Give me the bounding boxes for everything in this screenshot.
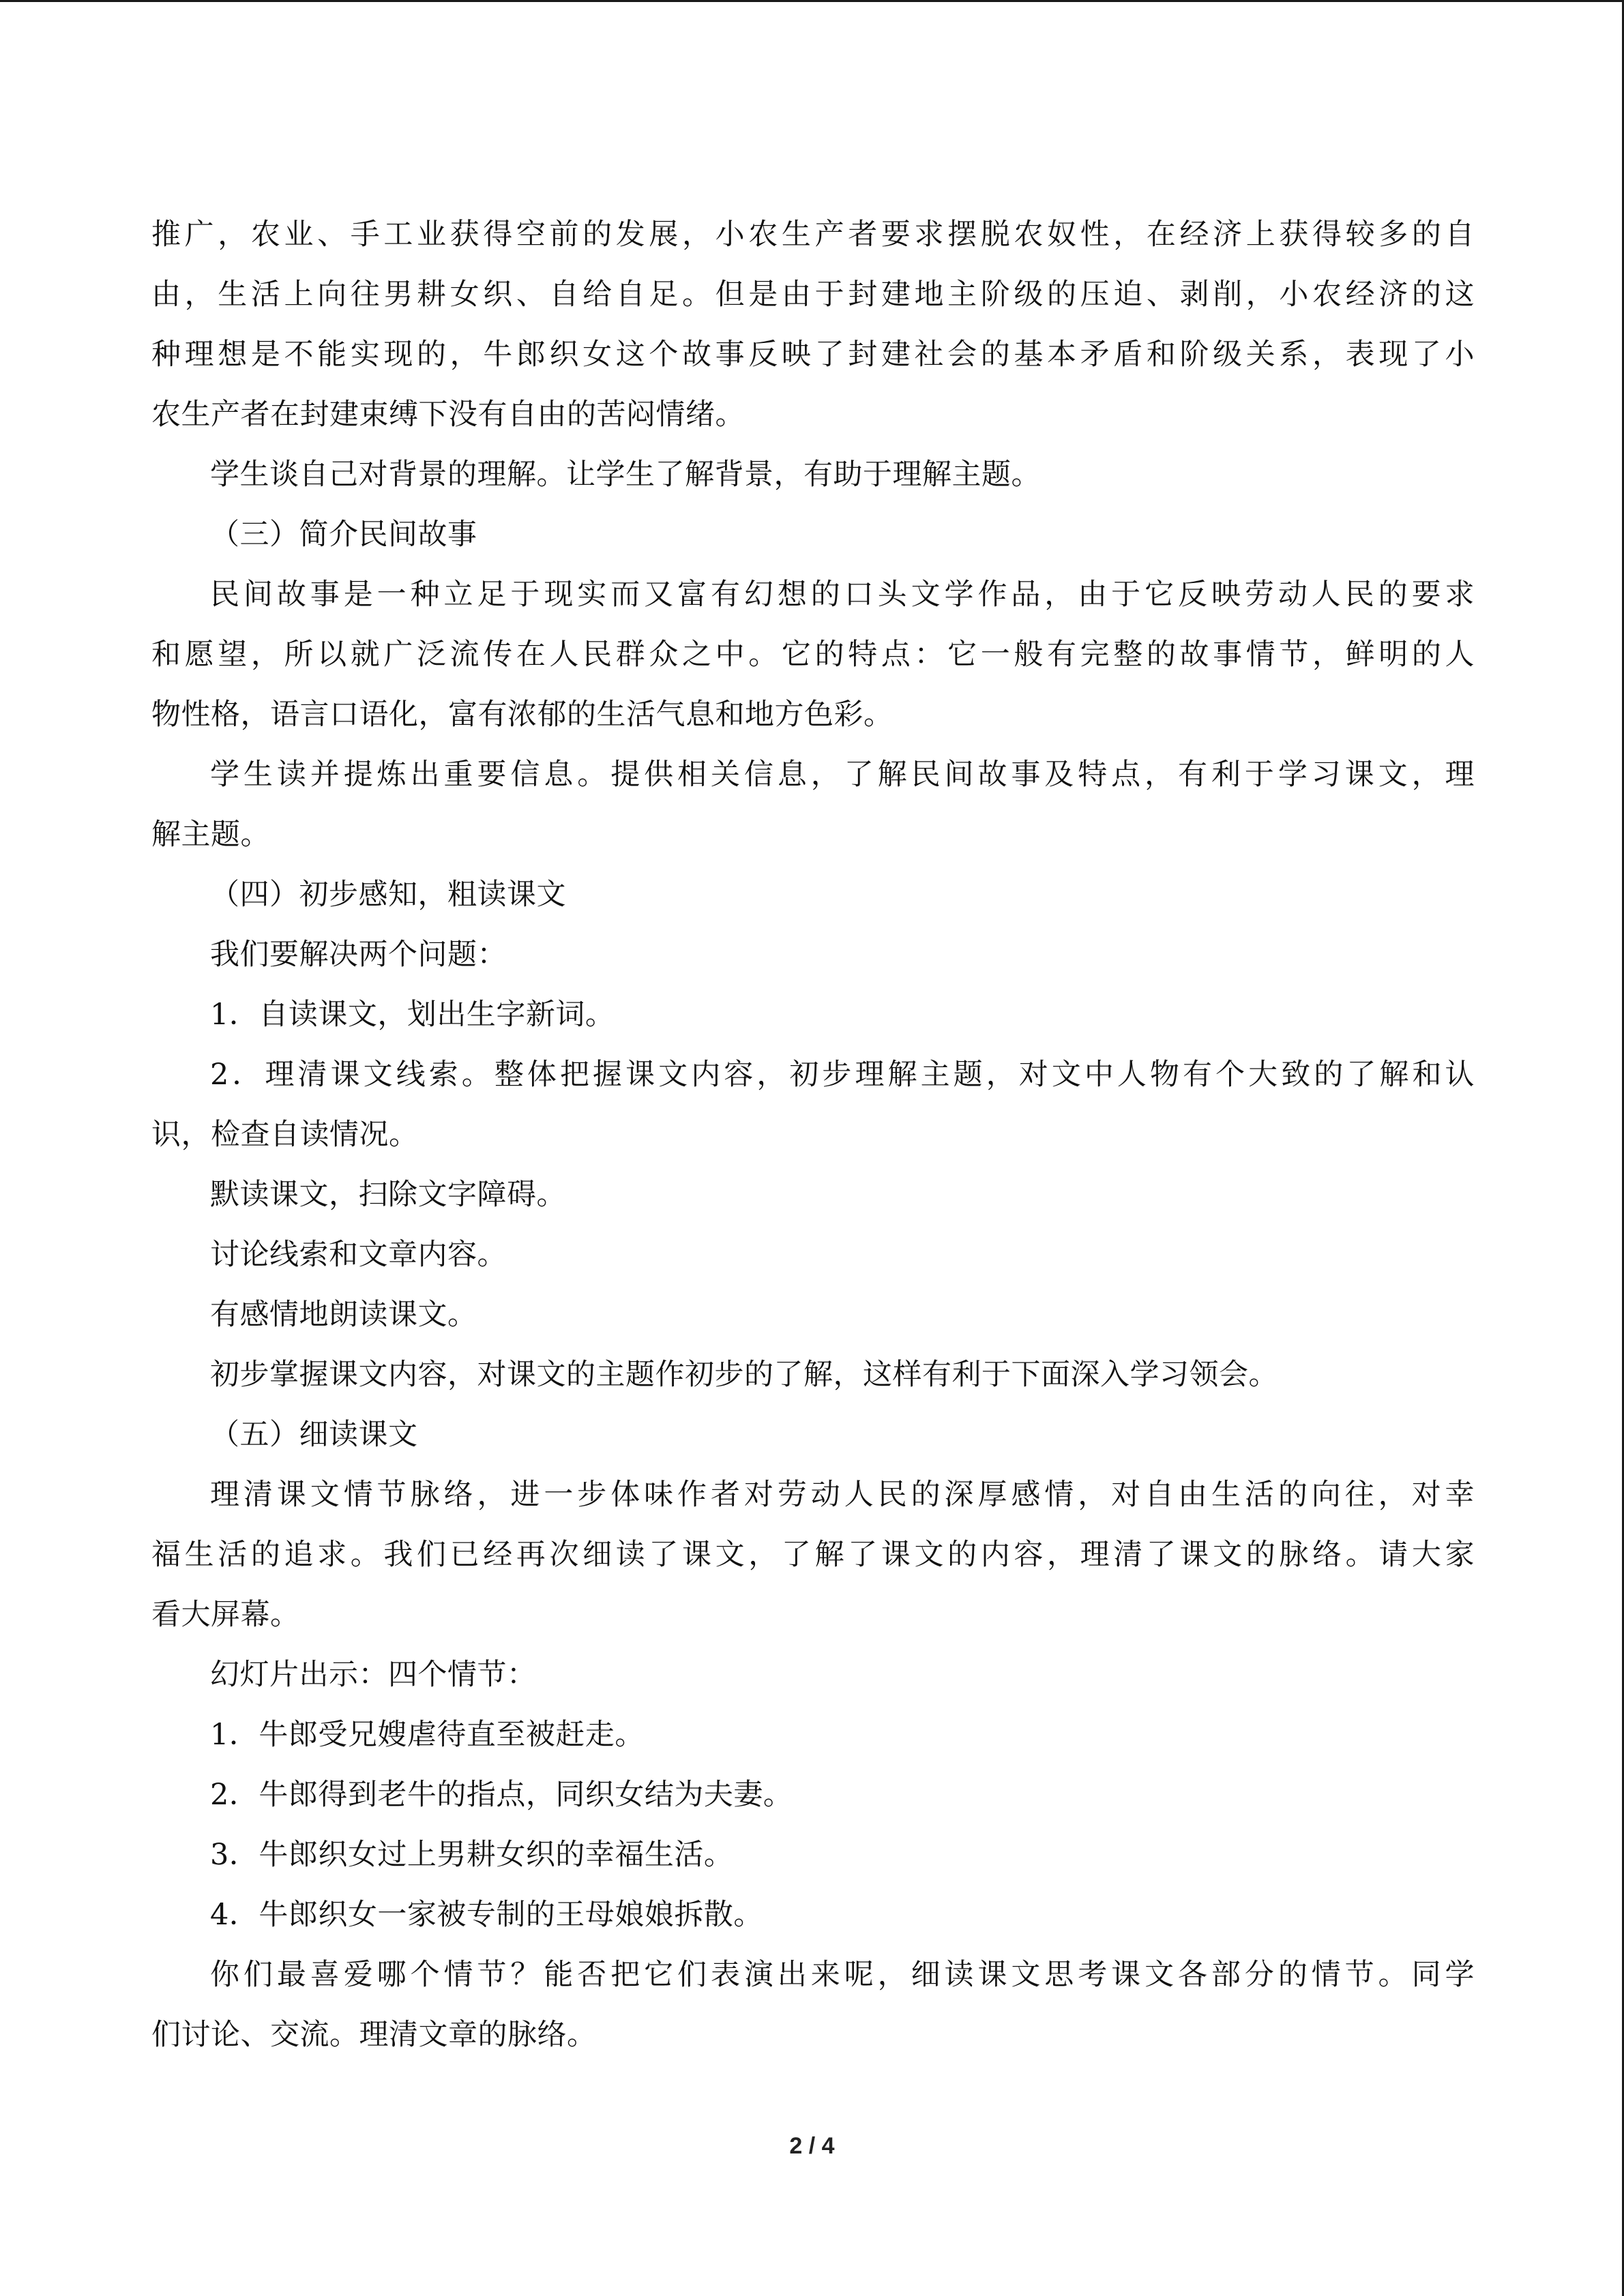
text-line: 我们要解决两个问题： xyxy=(210,938,507,972)
text-line: 解主题。 xyxy=(151,818,270,852)
list-item: 1．牛郎受兄嫂虐待直至被赶走。 xyxy=(210,1718,645,1752)
list-item: 1．自读课文，划出生字新词。 xyxy=(210,998,615,1032)
list-item: 4．牛郎织女一家被专制的王母娘娘拆散。 xyxy=(210,1898,763,1932)
text-line: 默读课文，扫除文字障碍。 xyxy=(210,1178,566,1212)
list-item: 2．理清课文线索。整体把握课文内容，初步理解主题，对文中人物有个大致的了解和认 xyxy=(210,1058,1475,1092)
text-line: 民间故事是一种立足于现实而又富有幻想的口头文学作品，由于它反映劳动人民的要求 xyxy=(210,578,1475,612)
page-number: 2 / 4 xyxy=(789,2133,835,2159)
text-line: 物性格，语言口语化，富有浓郁的生活气息和地方色彩。 xyxy=(151,698,894,732)
section-heading: （三）简介民间故事 xyxy=(210,518,477,552)
text-line: 学生读并提炼出重要信息。提供相关信息，了解民间故事及特点，有利于学习课文，理 xyxy=(210,758,1475,792)
text-line: 学生谈自己对背景的理解。让学生了解背景，有助于理解主题。 xyxy=(210,458,1041,492)
text-line: 农生产者在封建束缚下没有自由的苦闷情绪。 xyxy=(151,398,745,432)
text-line: 讨论线索和文章内容。 xyxy=(210,1238,507,1272)
text-line: 识，检查自读情况。 xyxy=(151,1118,419,1152)
text-line: 和愿望，所以就广泛流传在人民群众之中。它的特点：它一般有完整的故事情节，鲜明的人 xyxy=(151,638,1475,672)
text-line: 们讨论、交流。理清文章的脉络。 xyxy=(151,2018,597,2052)
text-line: 由，生活上向往男耕女织、自给自足。但是由于封建地主阶级的压迫、剥削，小农经济的这 xyxy=(151,278,1475,312)
section-heading: （五）细读课文 xyxy=(210,1418,418,1452)
section-heading: （四）初步感知，粗读课文 xyxy=(210,878,566,912)
text-line: 理清课文情节脉络，进一步体味作者对劳动人民的深厚感情，对自由生活的向往，对幸 xyxy=(210,1478,1475,1512)
list-item: 3．牛郎织女过上男耕女织的幸福生活。 xyxy=(210,1838,734,1872)
text-line: 种理想是不能实现的，牛郎织女这个故事反映了封建社会的基本矛盾和阶级关系，表现了小 xyxy=(151,338,1475,372)
text-line: 看大屏幕。 xyxy=(151,1598,300,1632)
text-line: 推广，农业、手工业获得空前的发展，小农生产者要求摆脱农奴性，在经济上获得较多的自 xyxy=(151,218,1475,252)
document-body xyxy=(151,205,1475,2065)
page-top-border xyxy=(0,0,1624,2)
list-item: 2．牛郎得到老牛的指点，同织女结为夫妻。 xyxy=(210,1778,793,1812)
text-line: 幻灯片出示：四个情节： xyxy=(210,1658,537,1692)
text-line: 福生活的追求。我们已经再次细读了课文，了解了课文的内容，理清了课文的脉络。请大家 xyxy=(151,1538,1475,1572)
text-line: 初步掌握课文内容，对课文的主题作初步的了解，这样有利于下面深入学习领会。 xyxy=(210,1358,1278,1392)
text-line: 你们最喜爱哪个情节？能否把它们表演出来呢，细读课文思考课文各部分的情节。同学 xyxy=(210,1958,1475,1992)
text-line: 有感情地朗读课文。 xyxy=(210,1298,477,1332)
